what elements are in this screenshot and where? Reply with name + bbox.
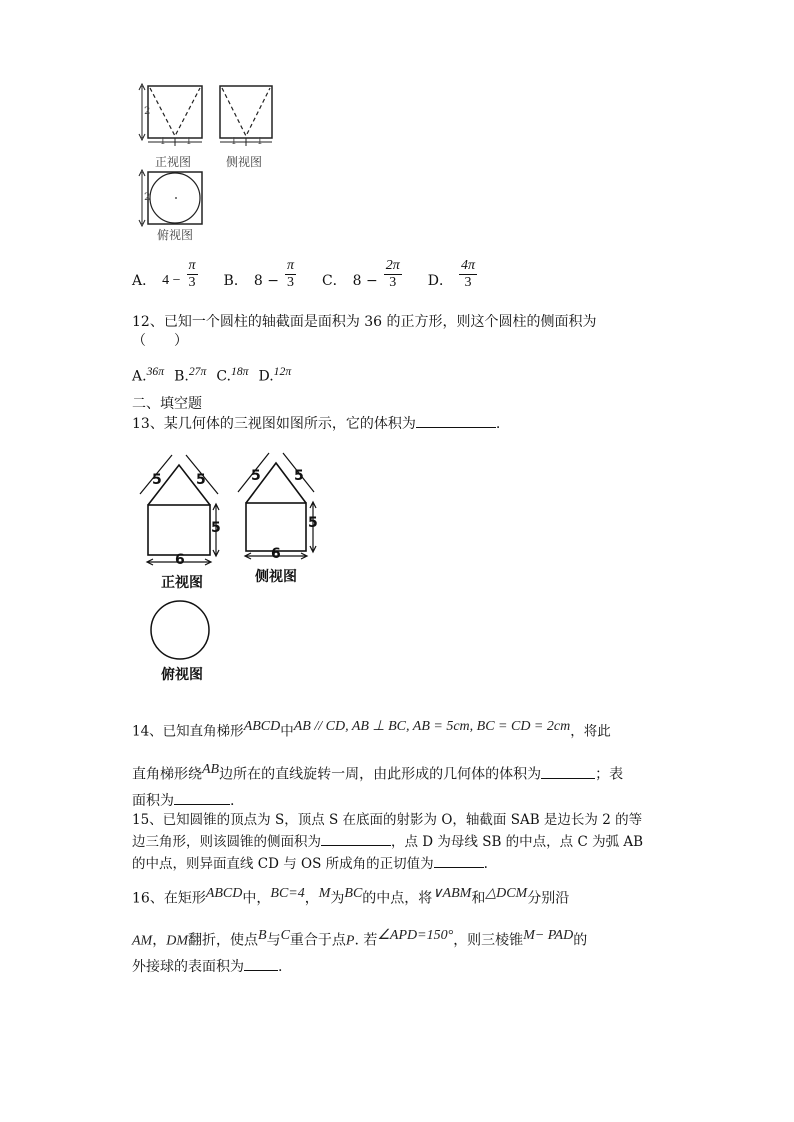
- q11-dim-label-side-right: 1: [257, 137, 263, 147]
- q16-line-1: 16、在矩形$^{ABCD}$中，$^{BC=4}$，$^M$为$^{BC}$的中点，将$^{\vee ABM}$和$^{\triangle DCM}$分别沿: [132, 886, 570, 907]
- q15-line-3: 的中点，则异面直线 CD 与 OS 所成角的正切值为 .: [132, 853, 488, 874]
- q11-option-b-whole: 8 −: [253, 273, 279, 289]
- q11-option-a-whole: 4 −: [162, 273, 181, 288]
- q13-side-height: 5: [308, 515, 318, 531]
- q11-option-b[interactable]: [224, 258, 296, 291]
- q14-line-3: 面积为 .: [132, 790, 234, 811]
- q13-front-height: 5: [211, 520, 221, 536]
- q13-front-slant-left: 5: [152, 472, 162, 488]
- q13-top-view-label: 俯视图: [161, 667, 203, 683]
- q13-answer-blank[interactable]: [416, 413, 496, 428]
- q15-lateral-area-blank[interactable]: [321, 831, 391, 846]
- q11-option-c-whole: 8 −: [352, 273, 378, 289]
- q11-dim-label-side-left: 1: [231, 137, 237, 147]
- q13-side-view: [238, 453, 316, 559]
- q15-line-2: 边三角形，则该圆锥的侧面积为 ，点 D 为母线 SB 的中点，点 C 为弧 AB: [132, 831, 643, 852]
- q16-line-3: 外接球的表面积为 .: [132, 956, 282, 977]
- q11-option-c-letter: C．: [321, 273, 347, 289]
- q13-side-slant-left: 5: [251, 468, 261, 484]
- q15-tangent-blank[interactable]: [434, 853, 484, 868]
- q11-dim-label-top: 2: [144, 192, 151, 203]
- q12-blank-parens: （ ）: [132, 333, 188, 349]
- q13-three-view-figure: [138, 450, 338, 690]
- q16-answer-blank[interactable]: [244, 956, 278, 971]
- q14-area-blank[interactable]: [174, 790, 230, 805]
- q13-side-width: 6: [271, 546, 281, 562]
- q11-side-view-label: 侧视图: [226, 155, 263, 169]
- q12-option-a[interactable]: A.$^{36\pi}$: [132, 365, 165, 385]
- q15-line-1: 15、已知圆锥的顶点为 S，顶点 S 在底面的射影为 O，轴截面 SAB 是边长为 2 的等: [132, 812, 643, 828]
- q12-option-c[interactable]: C.$^{18\pi}$: [216, 365, 249, 385]
- q12-option-b[interactable]: B.$^{27\pi}$: [174, 365, 207, 385]
- q12-question: 12、已知一个圆柱的轴截面是面积为 36 的正方形，则这个圆柱的侧面积为: [132, 314, 597, 330]
- q11-option-a-letter: A．: [132, 273, 157, 289]
- q13-front-view-label: 正视图: [161, 575, 203, 591]
- q12-option-d[interactable]: D.$^{12\pi}$: [258, 365, 292, 385]
- q11-option-d[interactable]: [428, 258, 477, 291]
- q13-side-view-label: 侧视图: [255, 569, 297, 585]
- q12-options: [132, 362, 291, 387]
- q13-top-view: [151, 601, 209, 659]
- q13-side-slant-right: 5: [294, 468, 304, 484]
- q11-option-c[interactable]: [322, 258, 402, 291]
- q11-option-d-letter: D．: [427, 273, 454, 289]
- section-title-fill-in: 二、填空题: [132, 396, 202, 412]
- q11-side-view: [220, 86, 272, 146]
- q14-line-1: 14、已知直角梯形$^{ABCD}$中$^{AB // CD, AB \perp BC, AB = 5cm, BC = CD = 2cm}$，将此: [132, 719, 611, 740]
- q11-option-b-fraction: $\frac{\pi}{3}$: [286, 258, 294, 290]
- q11-top-view-label: 俯视图: [157, 228, 194, 242]
- q14-line-2: 直角梯形绕$^{AB}$边所在的直线旋转一周，由此形成的几何体的体积为 ；表: [132, 762, 624, 783]
- q11-dim-label-front-right: 1: [186, 137, 192, 147]
- q11-dim-label-front-left: 1: [160, 137, 166, 147]
- q11-option-a[interactable]: [132, 258, 198, 291]
- q11-dim-label-front: 2: [144, 106, 151, 117]
- q11-front-view-label: 正视图: [155, 155, 192, 169]
- q11-options: [132, 258, 503, 291]
- q11-option-a-fraction: $\frac{\pi}{3}$: [188, 258, 196, 290]
- q13-front-slant-right: 5: [196, 472, 206, 488]
- q11-option-b-letter: B．: [223, 273, 248, 289]
- q11-option-c-fraction: $\frac{2\pi}{3}$: [385, 258, 400, 290]
- q13-question: 13、某几何体的三视图如图所示，它的体积为 .: [132, 413, 500, 434]
- q14-volume-blank[interactable]: [541, 764, 595, 779]
- q11-option-d-fraction: $\frac{4\pi}{3}$: [461, 258, 476, 290]
- q13-front-width: 6: [175, 552, 185, 568]
- q16-line-2: AM，DM翻折，使点$^B$与$^C$重合于点P. 若$^{\angle APD=150^\circ}$，则三棱锥$^{M- PAD}$的: [132, 928, 588, 949]
